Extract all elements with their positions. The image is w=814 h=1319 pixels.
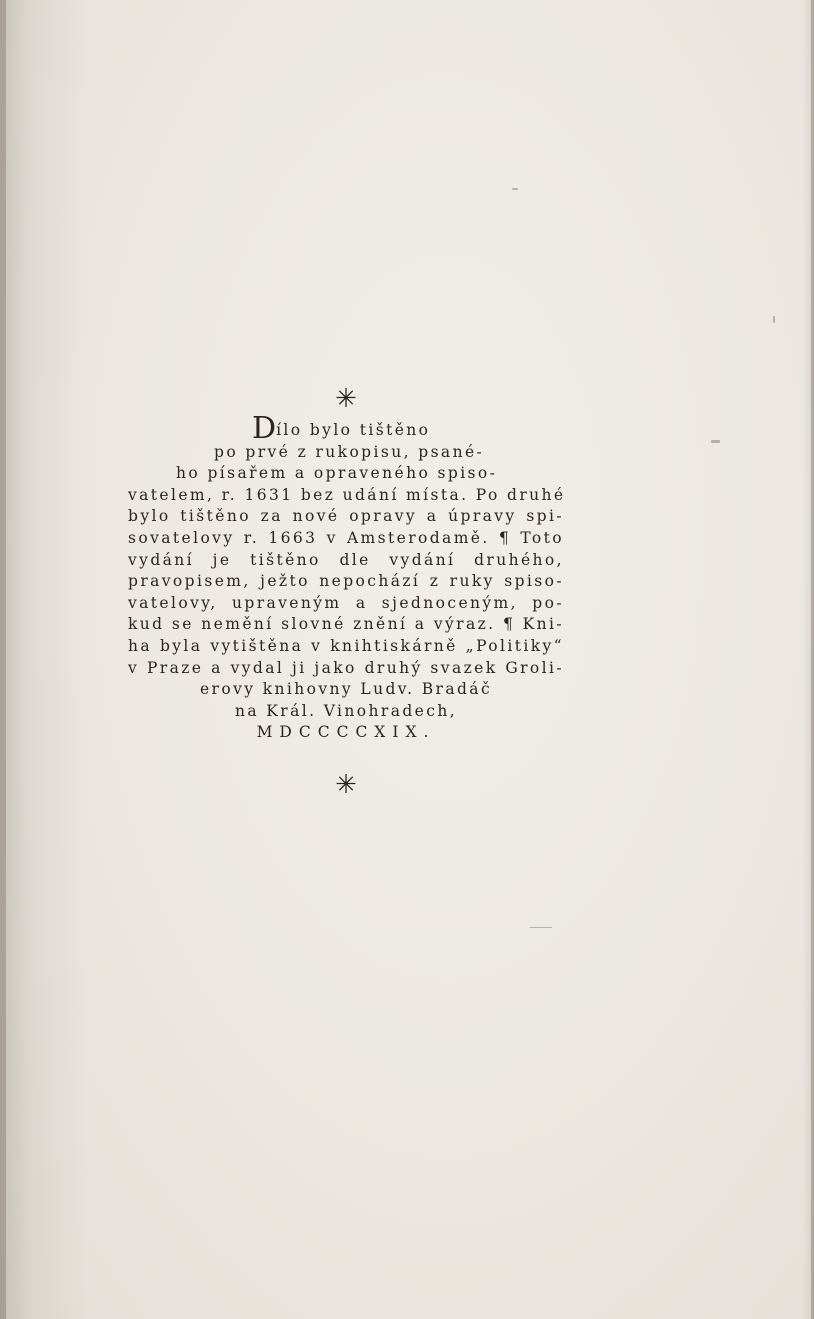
spine-shadow [0,0,6,1319]
paper-speck [773,316,775,323]
colophon-line-14: na Král. Vinohradech, [234,701,458,720]
colophon-line-3: ho písařem a opraveného spiso- [176,464,498,483]
colophon-line-2: po prvé z rukopisu, psané- [214,442,485,461]
colophon-line-15: MDCCCCXIX. [256,723,436,742]
colophon-line-5: bylo tištěno za nové opravy a úpravy spi- [128,507,564,526]
colophon-line-9: vatelovy, upraveným a sjednoceným, po- [128,593,564,612]
colophon-line-1-text: ílo bylo tištěno [276,421,431,439]
paper-speck [530,927,552,928]
colophon-line-4: vatelem, r. 1631 bez udání místa. Po druhé [128,485,566,504]
colophon-line-7: vydání je tištěno dle vydání druhého, [128,550,564,569]
ornament-asterism-top: ✳ [335,384,357,414]
colophon-text [128,411,566,744]
paper-speck [711,440,720,443]
colophon-line-1 [128,411,564,446]
colophon-line-8: pravopisem, ježto nepochází z ruky spiso- [128,572,564,591]
colophon-line-11: ha byla vytištěna v knihtiskárně „Politiky“ [128,636,564,655]
colophon-line-12: v Praze a vydal ji jako druhý svazek Groli- [128,658,564,677]
paper-speck [512,188,518,190]
colophon-line-13: erovy knihovny Ludv. Bradáč [199,680,493,699]
drop-cap: D [252,411,277,446]
ornament-asterism-bottom: ✳ [335,770,357,800]
colophon-line-10: kud se nemění slovné znění a výraz. ¶ Kni- [128,615,564,634]
colophon-line-6: sovatelovy r. 1663 v Amsterodamě. ¶ Toto [128,528,564,547]
